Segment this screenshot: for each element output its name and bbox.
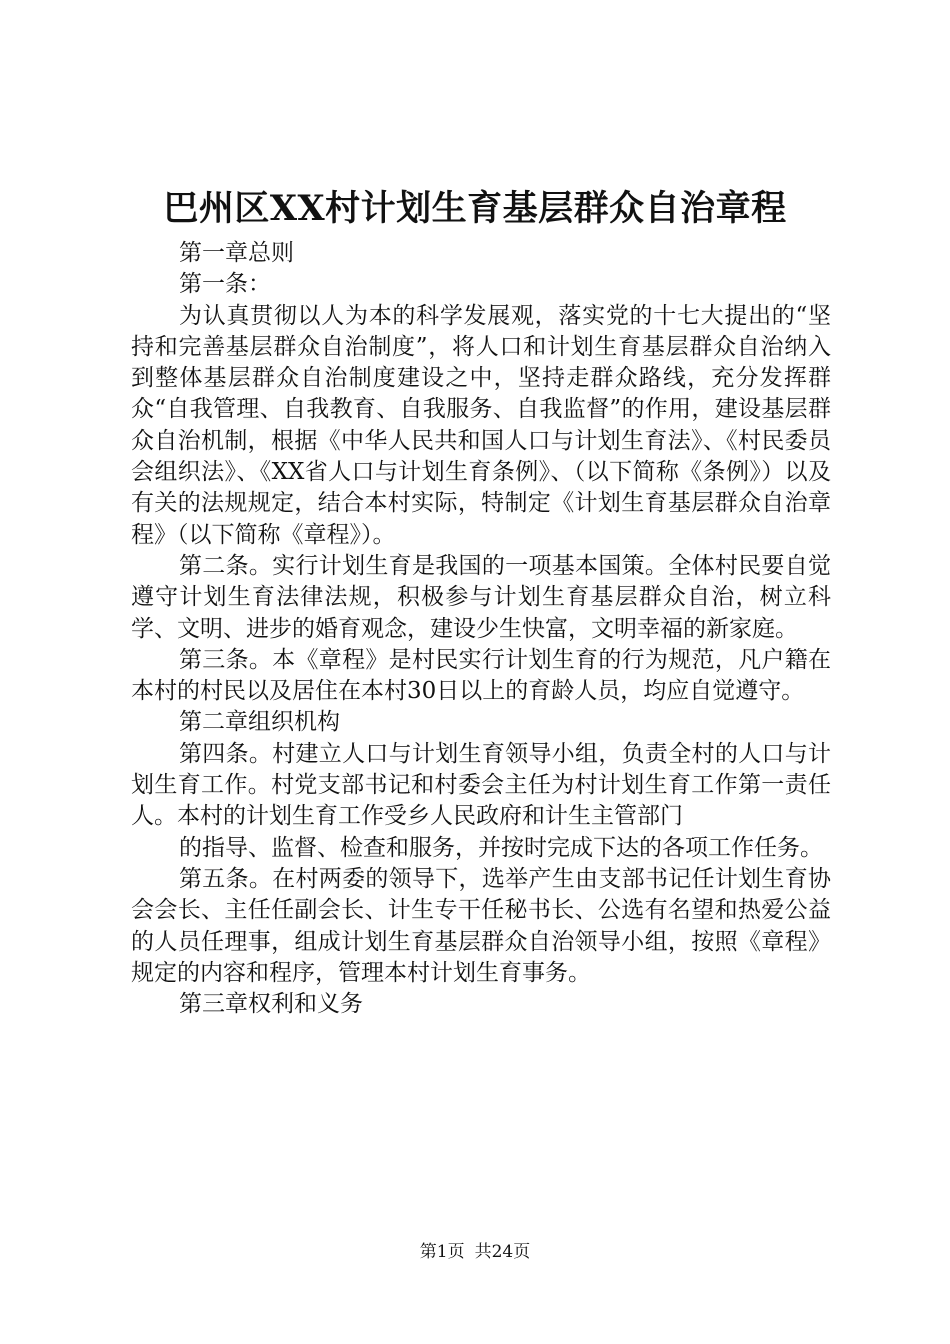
article-paragraph: 的指导、监督、检查和服务，并按时完成下达的各项工作任务。 [179, 834, 823, 861]
chapter-heading: 第三章权利和义务 [179, 991, 363, 1018]
article-paragraph: 第五条。在村两委的领导下，选举产生由支部书记任计划生育协会会长、主任任副会长、计生专干任秘书长、公选有名望和热爱公益的人员任理事，组成计划生育基层群众自治领导小组，按照《章程》规定的内容和程序，管理本村计划生育事务。 [131, 865, 831, 986]
article-paragraph: 第二条。实行计划生育是我国的一项基本国策。全体村民要自觉遵守计划生育法律法规，积极参与计划生育基层群众自治，树立科学、文明、进步的婚育观念，建设少生快富，文明幸福的新家庭。 [131, 552, 831, 642]
article-paragraph: 为认真贯彻以人为本的科学发展观，落实党的十七大提出的“坚持和完善基层群众自治制度”，将人口和计划生育基层群众自治纳入到整体基层群众自治制度建设之中，坚持走群众路线，充分发挥群众“自我管理、自我教育、自我服务、自我监督”的作用，建设基层群众自治机制，根据《中华人民共和国人口与计划生育法》、《村民委员会组织法》、《XX省人口与计划生育条例》、（以下简称《条例》）以及有关的法规规定，结合本村实际，特制定《计划生育基层群众自治章程》（以下简称《章程》）。 [131, 302, 831, 548]
page-number: 第1页 [419, 1242, 465, 1262]
document-body [131, 238, 831, 1020]
chapter-heading: 第二章组织机构 [179, 709, 340, 736]
article-paragraph: 第三条。本《章程》是村民实行计划生育的行为规范，凡户籍在本村的村民以及居住在本村30日以上的育龄人员，均应自觉遵守。 [131, 646, 831, 705]
chapter-heading: 第一章总则 [179, 240, 294, 266]
article-paragraph: 第四条。村建立人口与计划生育领导小组，负责全村的人口与计划生育工作。村党支部书记和村委会主任为村计划生育工作第一责任人。本村的计划生育工作受乡人民政府和计生主管部门 [131, 740, 831, 830]
document-title: 巴州区XX村计划生育基层群众自治章程 [163, 188, 787, 229]
page-footer [0, 1240, 950, 1264]
page-total: 共24页 [474, 1242, 531, 1262]
article-heading: 第一条： [179, 271, 271, 298]
